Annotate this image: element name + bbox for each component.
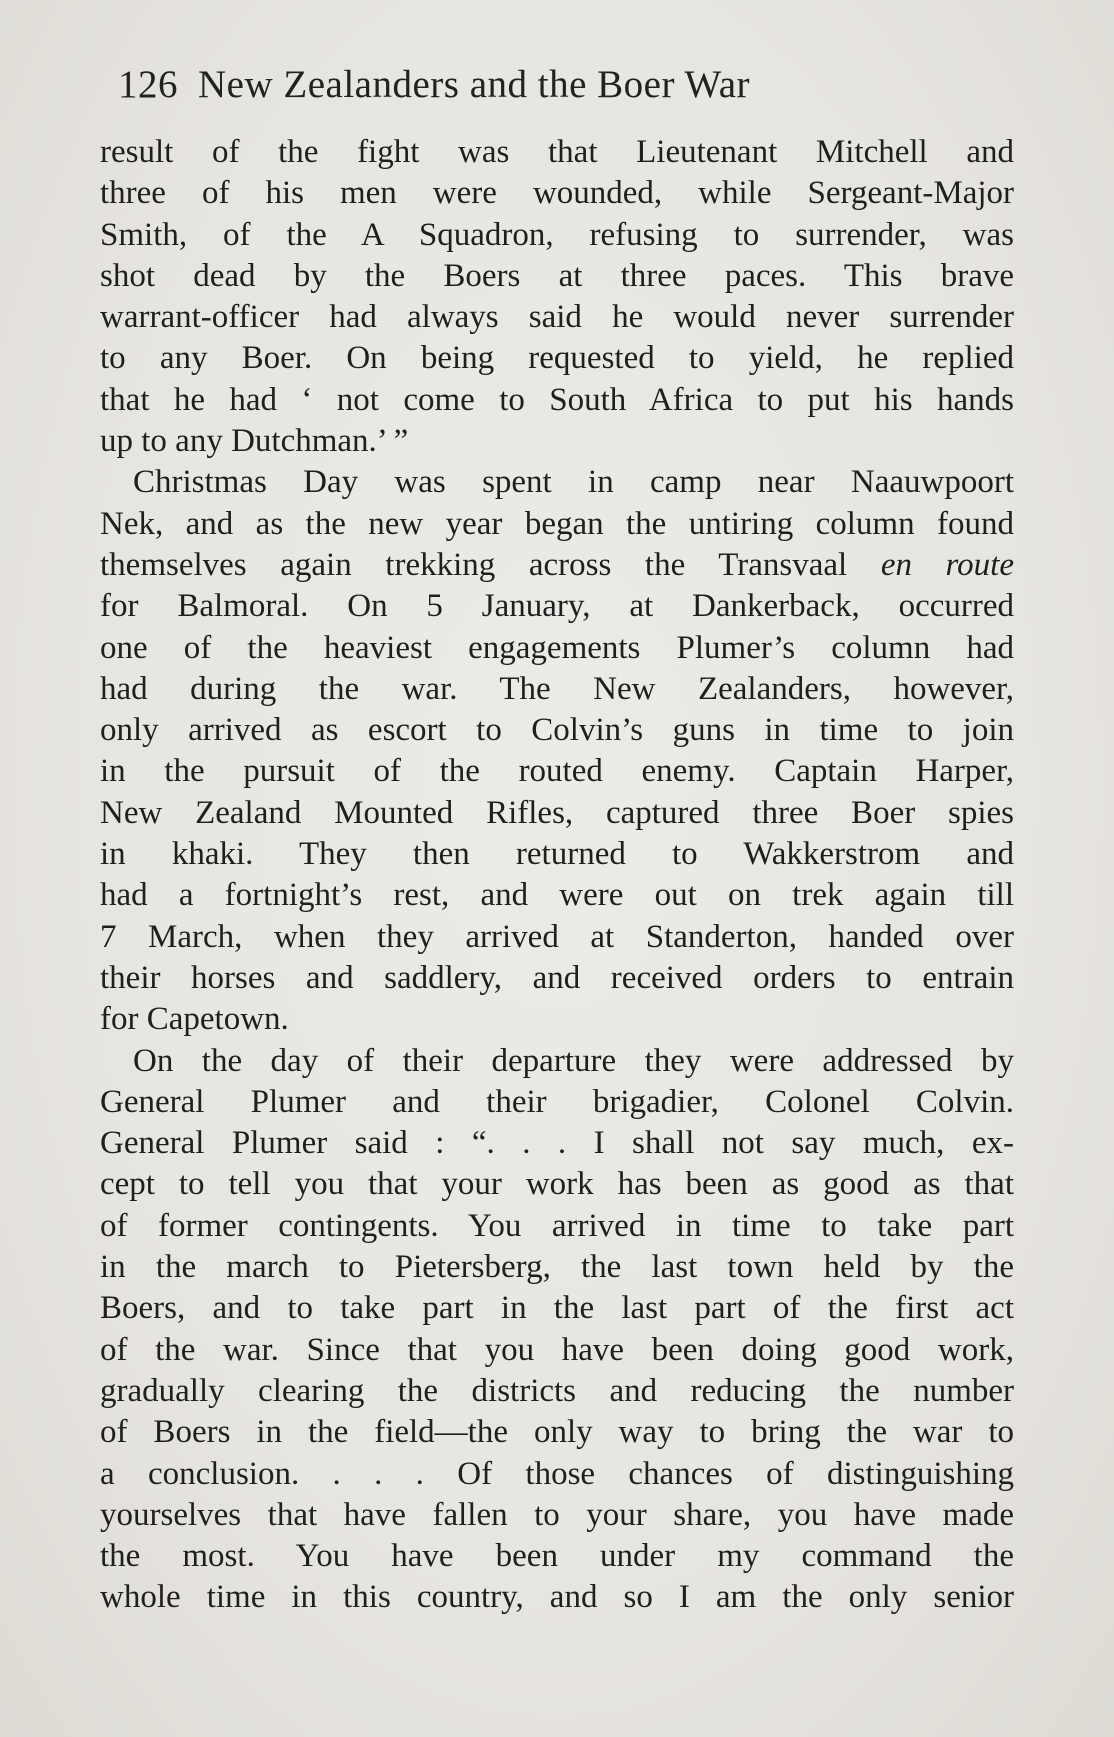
text-line: General Plumer and their brigadier, Colonel Colvin. bbox=[100, 1083, 1014, 1120]
text-line: one of the heaviest engagements Plumer’s column had bbox=[100, 629, 1014, 666]
text-line: had during the war. The New Zealanders, however, bbox=[100, 670, 1014, 707]
running-title: New Zealanders and the Boer War bbox=[198, 63, 750, 106]
text-line: in the march to Pietersberg, the last town held by the bbox=[100, 1249, 1014, 1286]
text-line: 7 March, when they arrived at Standerton, handed over bbox=[100, 918, 1014, 955]
text-line: whole time in this country, and so I am the only senior bbox=[100, 1579, 1014, 1616]
text-line: of former contingents. You arrived in time to take part bbox=[100, 1207, 1014, 1244]
text-line: Nek, and as the new year began the untiring column found bbox=[100, 505, 1014, 542]
text-line: three of his men were wounded, while Sergeant-Major bbox=[100, 175, 1014, 212]
text-line: gradually clearing the districts and reducing the number bbox=[100, 1372, 1014, 1409]
text-line: General Plumer said : “. . . I shall not say much, ex- bbox=[100, 1125, 1014, 1162]
text-line: for Balmoral. On 5 January, at Dankerback, occurred bbox=[100, 588, 1014, 625]
text-line: result of the fight was that Lieutenant Mitchell and bbox=[100, 134, 1014, 170]
text-line: Smith, of the A Squadron, refusing to surrender, was bbox=[100, 216, 1014, 253]
text-line: shot dead by the Boers at three paces. This brave bbox=[100, 257, 1014, 294]
text-line: of the war. Since that you have been doing good work, bbox=[100, 1331, 1014, 1368]
text-line: a conclusion. . . . Of those chances of distinguishing bbox=[100, 1455, 1014, 1492]
text-line: cept to tell you that your work has been as good as that bbox=[100, 1166, 1014, 1203]
text-line: Christmas Day was spent in camp near Naauwpoort bbox=[133, 464, 1014, 501]
paragraph-2 bbox=[100, 462, 1014, 1040]
text-line: warrant-officer had always said he would never surrender bbox=[100, 299, 1014, 336]
text-line: On the day of their departure they were addressed by bbox=[133, 1042, 1014, 1079]
italic-phrase: en route bbox=[880, 546, 1014, 583]
text-line: Boers, and to take part in the last part of the first act bbox=[100, 1290, 1014, 1327]
text-line: in khaki. They then returned to Wakkerstrom and bbox=[100, 836, 1014, 873]
running-header bbox=[118, 62, 968, 114]
text-line: up to any Dutchman.’ ” bbox=[100, 423, 409, 460]
text-line: in the pursuit of the routed enemy. Captain Harper, bbox=[100, 753, 1014, 790]
text-line: New Zealand Mounted Rifles, captured three Boer spies bbox=[100, 794, 1014, 831]
paragraph-1 bbox=[100, 132, 1014, 462]
text-line: their horses and saddlery, and received orders to entrain bbox=[100, 959, 1014, 996]
body-text bbox=[100, 132, 1014, 1619]
paragraph-3 bbox=[100, 1041, 1014, 1619]
page-number: 126 bbox=[118, 63, 178, 106]
text-line: to any Boer. On being requested to yield, he replied bbox=[100, 340, 1014, 377]
text-line: that he had ‘ not come to South Africa to put his hands bbox=[100, 381, 1014, 418]
text-line: of Boers in the field—the only way to bring the war to bbox=[100, 1414, 1014, 1451]
text-line: for Capetown. bbox=[100, 1001, 289, 1038]
text-line: had a fortnight’s rest, and were out on trek again till bbox=[100, 877, 1014, 914]
text-line: the most. You have been under my command the bbox=[100, 1538, 1014, 1575]
text-line: only arrived as escort to Colvin’s guns in time to join bbox=[100, 712, 1014, 749]
text-line: yourselves that have fallen to your share, you have made bbox=[100, 1496, 1014, 1533]
text-line-with-italic: themselves again trekking across the Transvaal en route bbox=[100, 546, 1014, 583]
